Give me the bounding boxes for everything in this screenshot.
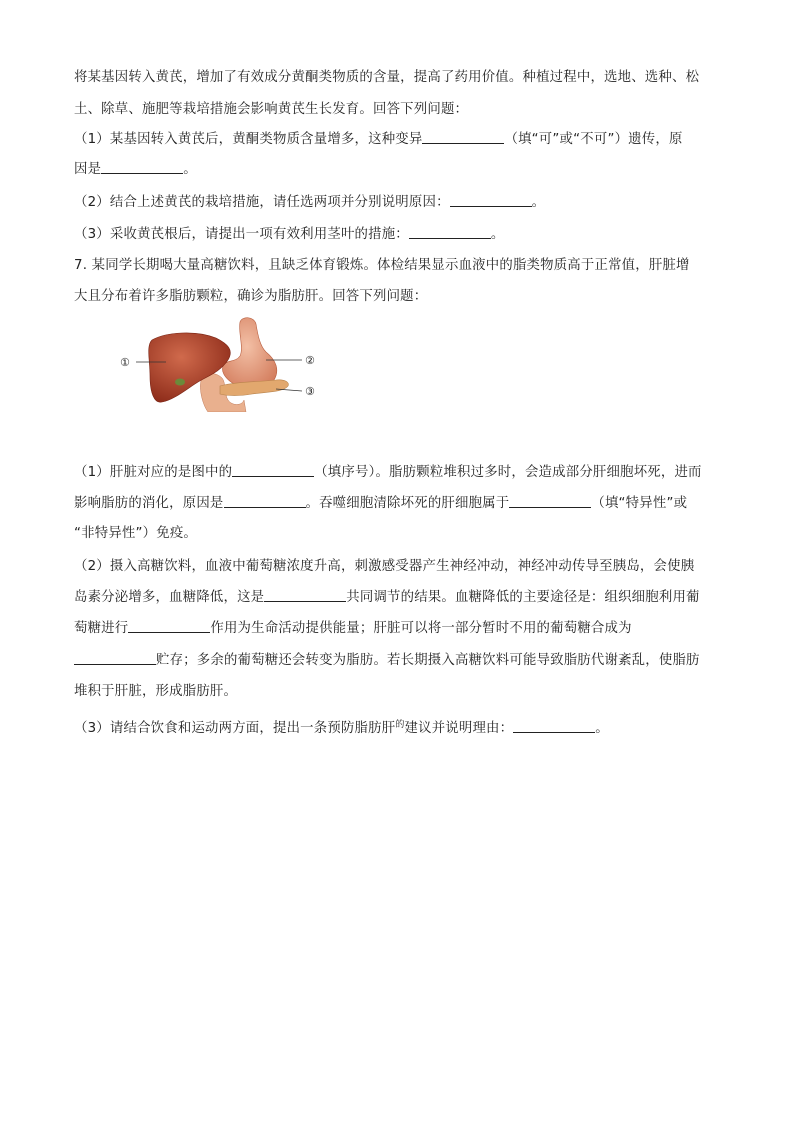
q7-1-text-e: （填“特异性”或: [591, 496, 688, 511]
q6-3-text-a: （3）采收黄芪根后，请提出一项有效利用茎叶的措施：: [74, 227, 409, 242]
answer-blank[interactable]: [264, 588, 346, 602]
q7-3-text-c: 。: [595, 721, 609, 736]
q7-3-superscript: 的: [395, 720, 405, 730]
q7-1-line-1: [74, 463, 702, 483]
answer-blank[interactable]: [128, 619, 210, 633]
organs-illustration: [116, 316, 332, 412]
q7-2-line-1: （2）摄入高糖饮料，血液中葡萄糖浓度升高，刺激感受器产生神经冲动，神经冲动传导至胰岛，会使胰: [74, 559, 695, 574]
gallbladder-shape: [175, 379, 185, 386]
intro-line-1: 将某基因转入黄芪，增加了有效成分黄酮类物质的含量，提高了药用价值。种植过程中，选地、选种、松: [74, 70, 700, 85]
q7-2-line-4: [74, 651, 700, 671]
figure-label-2: ②: [305, 354, 315, 367]
q7-3-text-a: （3）请结合饮食和运动两方面，提出一条预防脂肪肝: [74, 721, 396, 736]
q6-1-text-d: 。: [183, 162, 197, 177]
q6-1-line-1: [74, 130, 683, 150]
pancreas-shape: [220, 380, 288, 396]
q6-3-text-b: 。: [490, 227, 505, 242]
q6-1-text-c: 因是: [74, 162, 102, 177]
q6-1-text-b: （填“可”或“不可”）遗传，原: [504, 132, 683, 147]
q6-1-text-a: （1）某基因转入黄芪后，黄酮类物质含量增多，这种变异: [74, 132, 423, 147]
figure-label-3: ③: [305, 385, 315, 398]
q7-1-line-2: [74, 494, 687, 514]
q7-1-text-b: （填序号）。脂肪颗粒堆积过多时，会造成部分肝细胞坏死，进而: [314, 465, 702, 480]
answer-blank[interactable]: [74, 651, 156, 665]
q6-1-line-2: [74, 160, 197, 180]
q6-2-text-b: 。: [531, 195, 546, 210]
q6-3-line: [74, 225, 505, 245]
q7-2-text-b: 岛素分泌增多，血糖降低，这是: [74, 590, 265, 605]
answer-blank[interactable]: [450, 193, 532, 207]
q6-2-text-a: （2）结合上述黄芪的栽培措施，请任选两项并分别说明原因：: [74, 195, 450, 210]
q7-stem-line-2: 大且分布着许多脂肪颗粒，确诊为脂肪肝。回答下列问题：: [74, 289, 428, 304]
stomach-shape: [222, 318, 276, 390]
answer-blank[interactable]: [409, 225, 491, 239]
q7-2-text-c: 共同调节的结果。血糖降低的主要途径是：组织细胞利用葡: [346, 590, 700, 605]
answer-blank[interactable]: [513, 719, 595, 733]
answer-blank[interactable]: [422, 130, 504, 144]
q7-1-text-d: 。吞噬细胞清除坏死的肝细胞属于: [305, 496, 510, 511]
q7-1-text-c: 影响脂肪的消化，原因是: [74, 496, 224, 511]
q7-1-text-a: （1）肝脏对应的是图中的: [74, 465, 233, 480]
q6-2-line: [74, 193, 545, 213]
q7-3-line: [74, 715, 609, 739]
digestive-organs-figure: [116, 316, 332, 412]
q7-2-line-3: [74, 619, 632, 639]
q7-stem-line-1: 7. 某同学长期喝大量高糖饮料，且缺乏体育锻炼。体检结果显示血液中的脂类物质高于正常值，肝脏增: [74, 258, 690, 273]
q7-2-text-f: 贮存；多余的葡萄糖还会转变为脂肪。若长期摄入高糖饮料可能导致脂肪代谢紊乱，使脂肪: [156, 653, 700, 668]
answer-blank[interactable]: [101, 160, 183, 174]
intro-line-2: 土、除草、施肥等栽培措施会影响黄芪生长发育。回答下列问题：: [74, 102, 469, 117]
figure-label-1: ①: [120, 356, 130, 369]
answer-blank[interactable]: [232, 463, 314, 477]
q7-2-line-2: [74, 588, 700, 608]
answer-blank[interactable]: [509, 494, 591, 508]
q7-2-line-5: 堆积于肝脏，形成脂肪肝。: [74, 684, 238, 699]
q7-3-text-b: 建议并说明理由：: [404, 721, 514, 736]
answer-blank[interactable]: [224, 494, 306, 508]
q7-2-text-e: 作用为生命活动提供能量；肝脏可以将一部分暂时不用的葡萄糖合成为: [210, 621, 632, 636]
q7-1-line-3: “非特异性”）免疫。: [74, 526, 197, 541]
q7-2-text-d: 萄糖进行: [74, 621, 129, 636]
